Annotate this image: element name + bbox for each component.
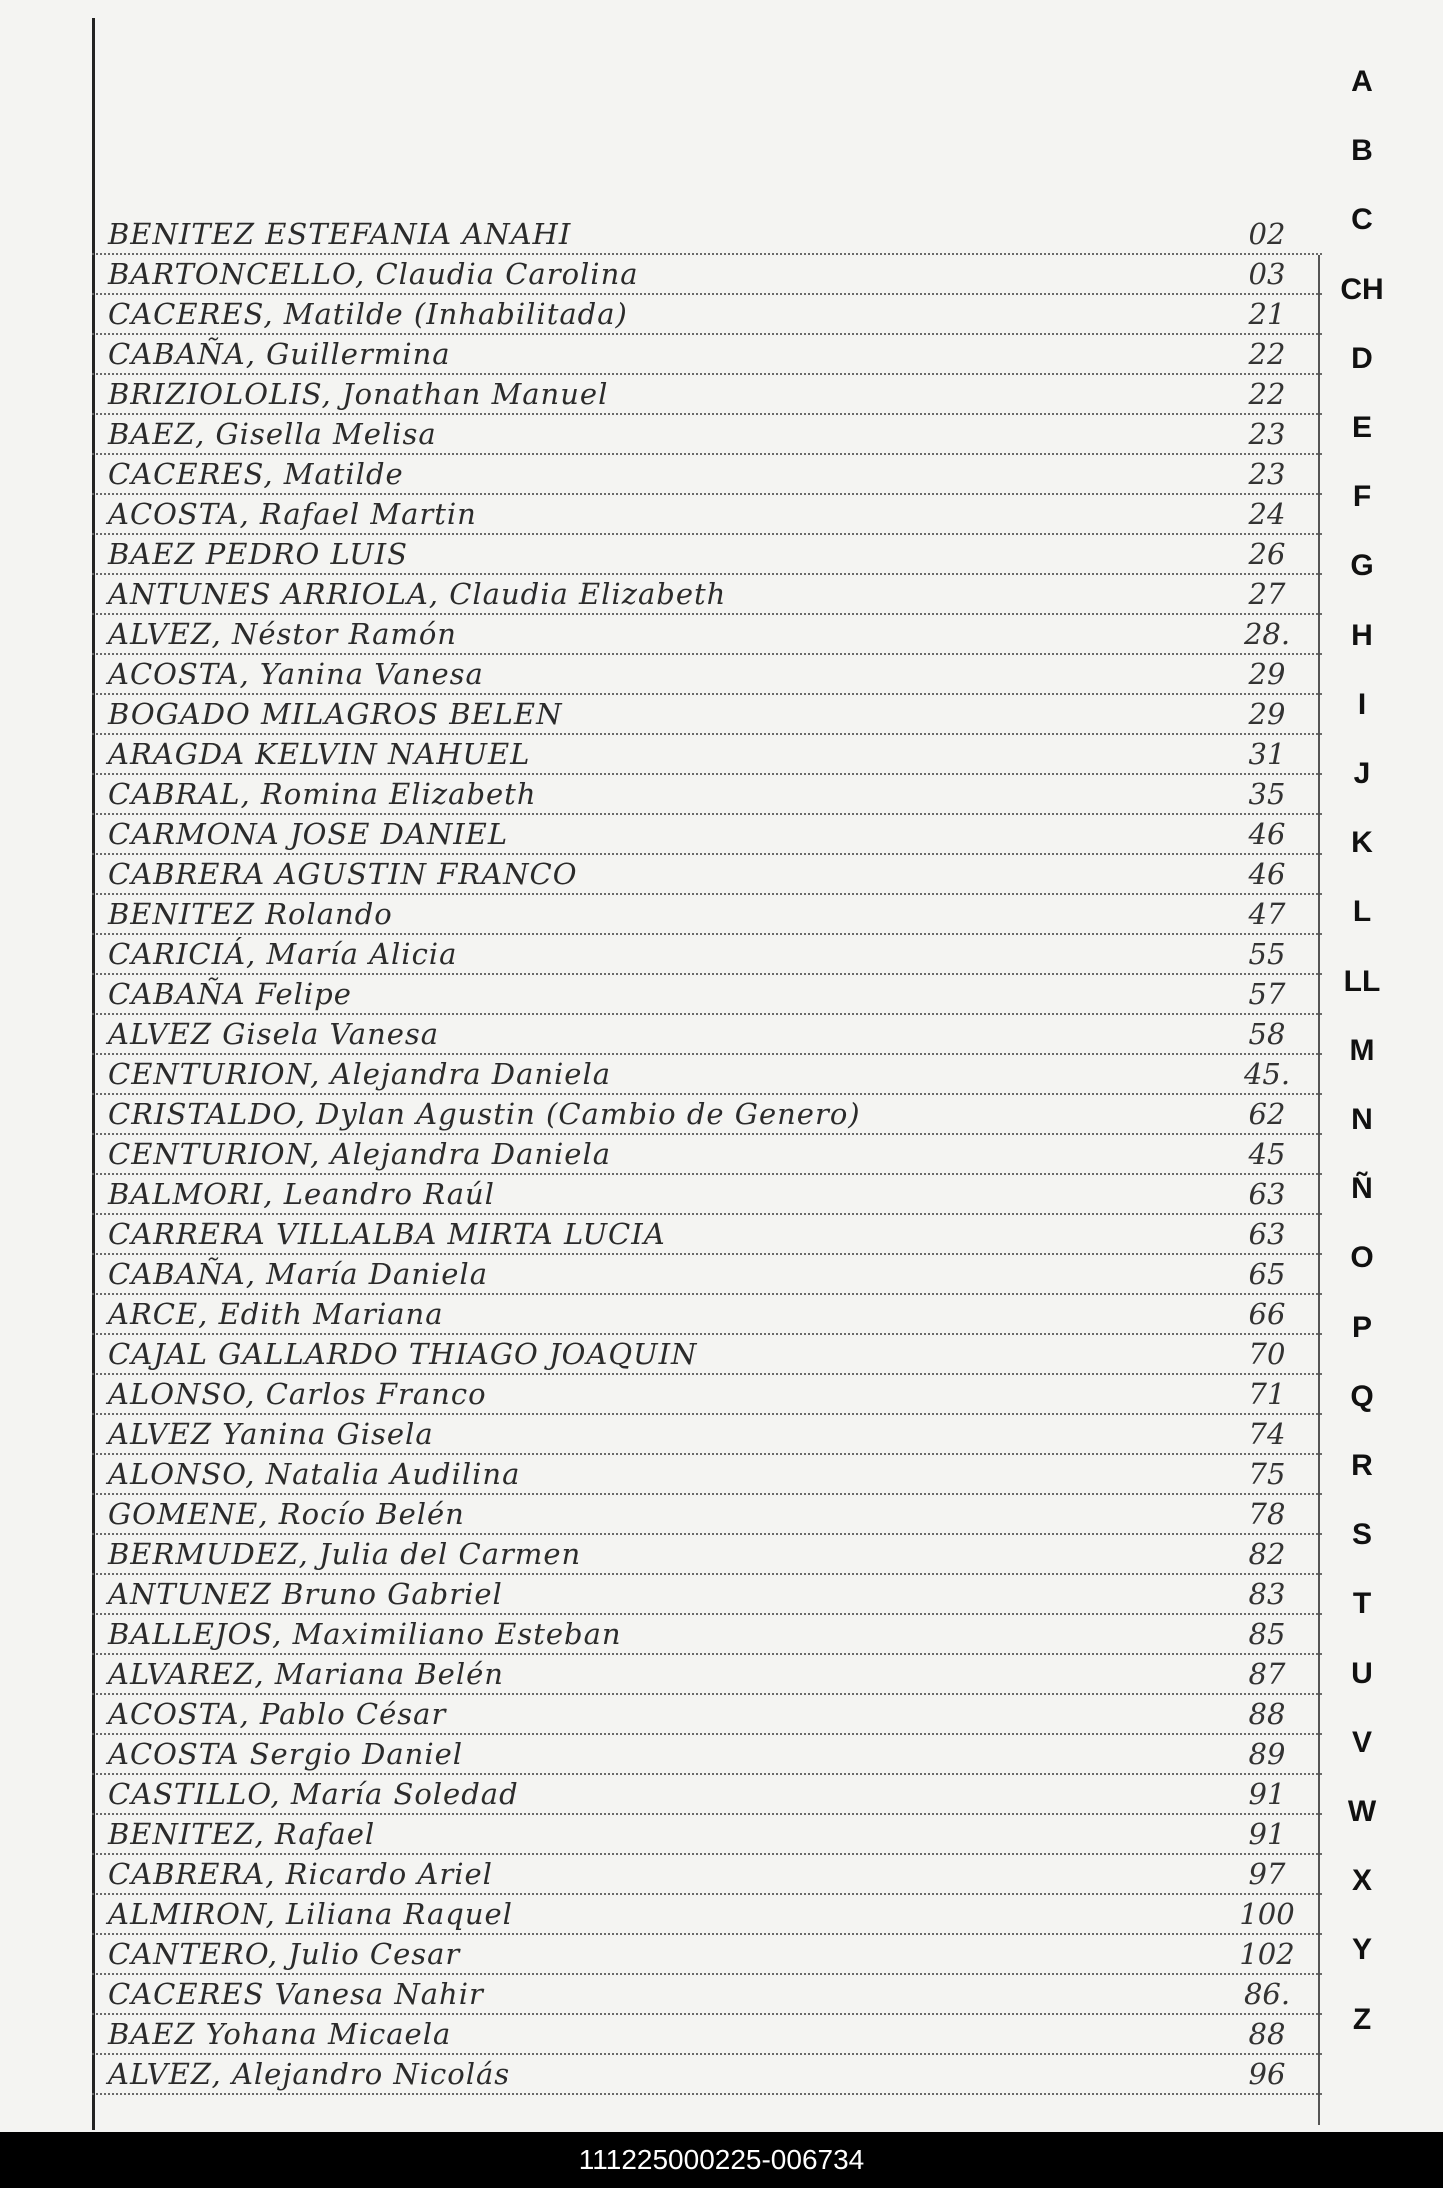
index-tab[interactable]: T bbox=[1352, 1587, 1372, 1621]
entry-number: 85 bbox=[1248, 1617, 1286, 1651]
entry-name: CABRERA, Ricardo Ariel bbox=[108, 1857, 493, 1891]
entry-number: 65 bbox=[1248, 1257, 1286, 1291]
entry-number: 91 bbox=[1248, 1777, 1286, 1811]
list-item bbox=[92, 255, 1322, 295]
list-item bbox=[92, 1215, 1322, 1255]
list-item bbox=[92, 1815, 1322, 1855]
entry-name: ARCE, Edith Mariana bbox=[108, 1297, 444, 1331]
list-item bbox=[92, 375, 1322, 415]
entry-name: ALMIRON, Liliana Raquel bbox=[108, 1897, 513, 1931]
entry-number: 62 bbox=[1248, 1097, 1286, 1131]
entry-number: 97 bbox=[1248, 1857, 1286, 1891]
entry-name: CARMONA JOSE DANIEL bbox=[108, 817, 509, 851]
entry-number: 100 bbox=[1239, 1897, 1295, 1931]
index-tab[interactable]: D bbox=[1351, 341, 1373, 375]
entry-name: ANTUNEZ Bruno Gabriel bbox=[108, 1577, 503, 1611]
list-item bbox=[92, 615, 1322, 655]
entry-name: BALLEJOS, Maximiliano Esteban bbox=[108, 1617, 622, 1651]
entry-number: 63 bbox=[1248, 1177, 1286, 1211]
entry-name: ACOSTA Sergio Daniel bbox=[108, 1737, 464, 1771]
list-item bbox=[92, 1455, 1322, 1495]
entry-name: CARICIÁ, María Alicia bbox=[108, 937, 458, 971]
entry-name: ALVEZ Gisela Vanesa bbox=[108, 1017, 440, 1051]
entry-number: 86. bbox=[1243, 1977, 1291, 2011]
entry-name: ACOSTA, Pablo César bbox=[108, 1697, 447, 1731]
index-tab[interactable]: F bbox=[1352, 480, 1372, 514]
index-tab[interactable]: N bbox=[1351, 1103, 1373, 1136]
entry-number: 47 bbox=[1248, 897, 1286, 931]
entry-number: 89 bbox=[1248, 1737, 1286, 1771]
entry-number: 78 bbox=[1248, 1497, 1286, 1531]
entry-name: CACERES Vanesa Nahir bbox=[108, 1977, 484, 2011]
entry-name: CACERES, Matilde (Inhabilitada) bbox=[108, 297, 628, 331]
list-item bbox=[92, 2015, 1322, 2055]
entry-number: 24 bbox=[1248, 497, 1286, 531]
entry-name: ANTUNES ARRIOLA, Claudia Elizabeth bbox=[108, 577, 727, 611]
entry-number: 35 bbox=[1248, 777, 1286, 811]
list-item bbox=[92, 415, 1322, 455]
list-item bbox=[92, 1655, 1322, 1695]
entry-name: CABRERA AGUSTIN FRANCO bbox=[108, 857, 578, 891]
index-tab[interactable]: R bbox=[1351, 1449, 1373, 1482]
entry-number: 71 bbox=[1248, 1377, 1286, 1411]
index-tab[interactable]: U bbox=[1351, 1656, 1373, 1690]
entry-number: 57 bbox=[1248, 977, 1286, 1011]
list-item bbox=[92, 215, 1322, 255]
list-item bbox=[92, 1255, 1322, 1295]
entry-number: 22 bbox=[1248, 337, 1286, 371]
entry-name: ALVEZ, Néstor Ramón bbox=[108, 617, 457, 651]
index-tab[interactable]: I bbox=[1357, 687, 1367, 721]
entry-name: ALONSO, Natalia Audilina bbox=[108, 1457, 521, 1491]
entry-number: 66 bbox=[1248, 1297, 1286, 1331]
entry-number: 87 bbox=[1248, 1657, 1286, 1691]
entry-name: ALONSO, Carlos Franco bbox=[108, 1377, 487, 1411]
entry-number: 22 bbox=[1248, 377, 1286, 411]
document-code-footer: 111225000225-006734 bbox=[0, 2132, 1443, 2188]
list-item bbox=[92, 695, 1322, 735]
entry-number: 45 bbox=[1248, 1137, 1286, 1171]
list-item bbox=[92, 1375, 1322, 1415]
entry-number: 23 bbox=[1248, 417, 1286, 451]
list-item bbox=[92, 1535, 1322, 1575]
entry-name: CANTERO, Julio Cesar bbox=[108, 1937, 461, 1971]
entry-name: ACOSTA, Yanina Vanesa bbox=[108, 657, 484, 691]
entry-number: 27 bbox=[1248, 577, 1286, 611]
entry-name: CACERES, Matilde bbox=[108, 457, 404, 491]
entry-name: BAEZ PEDRO LUIS bbox=[108, 537, 408, 571]
entry-number: 29 bbox=[1248, 697, 1286, 731]
entry-number: 102 bbox=[1239, 1937, 1295, 1971]
list-item bbox=[92, 655, 1322, 695]
list-item bbox=[92, 1615, 1322, 1655]
list-item bbox=[92, 495, 1322, 535]
index-tab[interactable]: Ñ bbox=[1351, 1172, 1373, 1206]
entry-number: 23 bbox=[1248, 457, 1286, 491]
entry-number: 31 bbox=[1248, 737, 1286, 771]
entry-name: CENTURION, Alejandra Daniela bbox=[108, 1137, 612, 1171]
list-item bbox=[92, 895, 1322, 935]
entry-number: 03 bbox=[1248, 257, 1286, 291]
list-item bbox=[92, 535, 1322, 575]
entry-number: 02 bbox=[1248, 217, 1286, 251]
list-item bbox=[92, 855, 1322, 895]
entry-number: 46 bbox=[1248, 817, 1286, 851]
index-tab[interactable]: H bbox=[1351, 618, 1373, 652]
list-item bbox=[92, 335, 1322, 375]
entry-name: ALVEZ Yanina Gisela bbox=[108, 1417, 434, 1451]
index-tab[interactable]: Y bbox=[1351, 1933, 1372, 1967]
list-item bbox=[92, 455, 1322, 495]
entry-name: BRIZIOLOLIS, Jonathan Manuel bbox=[108, 377, 609, 411]
entry-number: 96 bbox=[1248, 2057, 1286, 2091]
list-item bbox=[92, 575, 1322, 615]
entry-name: CENTURION, Alejandra Daniela bbox=[108, 1057, 612, 1091]
entry-name: CABAÑA, María Daniela bbox=[108, 1257, 488, 1291]
list-item bbox=[92, 1175, 1322, 1215]
entry-name: BARTONCELLO, Claudia Carolina bbox=[108, 257, 639, 291]
entry-name: BOGADO MILAGROS BELEN bbox=[108, 697, 563, 731]
alphabet-index-tabs bbox=[1322, 65, 1402, 2130]
list-item bbox=[92, 1735, 1322, 1775]
list-item bbox=[92, 775, 1322, 815]
list-item bbox=[92, 1775, 1322, 1815]
list-item bbox=[92, 1495, 1322, 1535]
entry-name: ALVEZ, Alejandro Nicolás bbox=[108, 2057, 511, 2091]
index-tab[interactable]: G bbox=[1350, 549, 1374, 583]
index-tab[interactable]: W bbox=[1347, 1795, 1377, 1828]
list-item bbox=[92, 1575, 1322, 1615]
index-tab[interactable]: C bbox=[1351, 203, 1373, 237]
entry-name: BAEZ Yohana Micaela bbox=[108, 2017, 452, 2051]
entry-number: 83 bbox=[1248, 1577, 1286, 1611]
index-tab[interactable]: L bbox=[1352, 895, 1372, 929]
index-tab[interactable]: Q bbox=[1350, 1379, 1374, 1413]
list-item bbox=[92, 1055, 1322, 1095]
entry-number: 88 bbox=[1248, 1697, 1286, 1731]
list-item bbox=[92, 1415, 1322, 1455]
entry-number: 75 bbox=[1248, 1457, 1286, 1491]
list-item bbox=[92, 1335, 1322, 1375]
list-item bbox=[92, 735, 1322, 775]
entry-name: BENITEZ, Rafael bbox=[108, 1817, 376, 1851]
index-tab[interactable]: Z bbox=[1352, 2002, 1372, 2036]
list-item bbox=[92, 295, 1322, 335]
index-tab[interactable]: X bbox=[1351, 1864, 1372, 1898]
entry-name: CABAÑA Felipe bbox=[108, 977, 352, 1011]
list-item bbox=[92, 2055, 1322, 2095]
entry-number: 28. bbox=[1243, 617, 1291, 651]
list-item bbox=[92, 1095, 1322, 1135]
entry-number: 74 bbox=[1248, 1417, 1286, 1451]
entry-number: 70 bbox=[1248, 1337, 1286, 1371]
index-tab[interactable]: O bbox=[1350, 1241, 1374, 1275]
list-item bbox=[92, 1895, 1322, 1935]
entry-name: CARRERA VILLALBA MIRTA LUCIA bbox=[108, 1217, 666, 1251]
entry-number: 26 bbox=[1248, 537, 1286, 571]
entry-number: 45. bbox=[1243, 1057, 1291, 1091]
entry-name: BENITEZ Rolando bbox=[108, 897, 393, 931]
index-tab[interactable]: B bbox=[1351, 134, 1373, 168]
entry-name: CAJAL GALLARDO THIAGO JOAQUIN bbox=[108, 1337, 698, 1371]
list-item bbox=[92, 1015, 1322, 1055]
index-tab[interactable]: A bbox=[1351, 65, 1373, 98]
list-item bbox=[92, 1855, 1322, 1895]
index-tab[interactable]: P bbox=[1351, 1310, 1372, 1344]
index-tab[interactable]: LL bbox=[1343, 964, 1381, 998]
entries-list bbox=[92, 215, 1322, 2095]
entry-number: 63 bbox=[1248, 1217, 1286, 1251]
entry-number: 21 bbox=[1248, 297, 1286, 331]
list-item bbox=[92, 1975, 1322, 2015]
entry-name: CASTILLO, María Soledad bbox=[108, 1777, 519, 1811]
entry-name: ARAGDA KELVIN NAHUEL bbox=[108, 737, 531, 771]
entry-name: BALMORI, Leandro Raúl bbox=[108, 1177, 495, 1211]
index-tab[interactable]: S bbox=[1351, 1518, 1372, 1552]
entry-number: 58 bbox=[1248, 1017, 1286, 1051]
index-tab[interactable]: J bbox=[1353, 757, 1371, 790]
entry-name: BERMUDEZ, Julia del Carmen bbox=[108, 1537, 582, 1571]
entry-name: CABAÑA, Guillermina bbox=[108, 337, 451, 371]
entry-name: BAEZ, Gisella Melisa bbox=[108, 417, 437, 451]
index-tab[interactable]: E bbox=[1351, 411, 1372, 444]
list-item bbox=[92, 935, 1322, 975]
index-tab[interactable]: M bbox=[1349, 1033, 1375, 1067]
entry-number: 55 bbox=[1248, 937, 1286, 971]
list-item bbox=[92, 975, 1322, 1015]
list-item bbox=[92, 1295, 1322, 1335]
entry-name: BENITEZ ESTEFANIA ANAHI bbox=[108, 217, 572, 251]
entry-name: CABRAL, Romina Elizabeth bbox=[108, 777, 537, 811]
list-item bbox=[92, 815, 1322, 855]
entry-name: GOMENE, Rocío Belén bbox=[108, 1497, 465, 1531]
list-item bbox=[92, 1135, 1322, 1175]
entry-number: 29 bbox=[1248, 657, 1286, 691]
entry-number: 91 bbox=[1248, 1817, 1286, 1851]
index-tab[interactable]: CH bbox=[1340, 272, 1384, 306]
index-tab[interactable]: K bbox=[1351, 826, 1373, 860]
list-item bbox=[92, 1935, 1322, 1975]
entry-number: 82 bbox=[1248, 1537, 1286, 1571]
entry-number: 88 bbox=[1248, 2017, 1286, 2051]
entry-name: CRISTALDO, Dylan Agustin (Cambio de Genero) bbox=[108, 1097, 861, 1131]
list-item bbox=[92, 1695, 1322, 1735]
entry-name: ACOSTA, Rafael Martin bbox=[108, 497, 477, 531]
entry-number: 46 bbox=[1248, 857, 1286, 891]
index-tab[interactable]: V bbox=[1351, 1725, 1372, 1759]
entry-name: ALVAREZ, Mariana Belén bbox=[108, 1657, 504, 1691]
